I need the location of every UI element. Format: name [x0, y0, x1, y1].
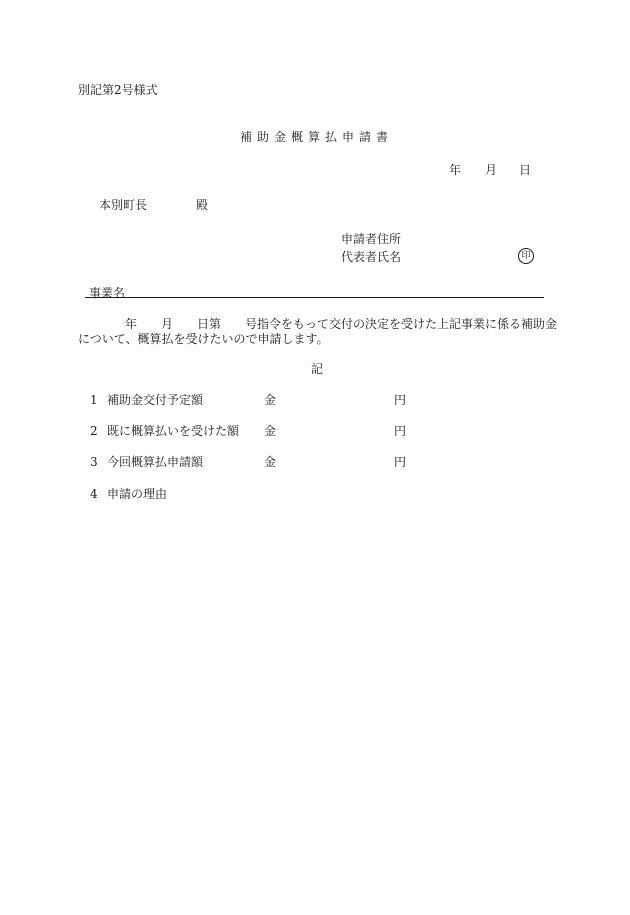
form-number: 別記第2号様式	[78, 83, 158, 97]
applicant-address-label: 申請者住所	[341, 232, 402, 246]
date-day-label: 日	[519, 163, 532, 177]
body-month: 月	[161, 317, 174, 331]
item-number: 3	[90, 455, 98, 469]
item-label: 申請の理由	[107, 487, 168, 501]
item-kin: 金	[264, 455, 277, 469]
date-year-label: 年	[449, 163, 462, 177]
body-text-line-1	[125, 318, 557, 330]
body-day: 日第	[197, 317, 222, 331]
item-label: 補助金交付予定額	[107, 393, 204, 407]
item-yen: 円	[394, 424, 407, 438]
addressee-name: 本別町長	[99, 198, 148, 212]
item-number: 4	[90, 487, 98, 501]
item-yen: 円	[394, 455, 407, 469]
project-name-label: 事業名	[89, 286, 126, 300]
body-text-line-2: について、概算払を受けたいので申請します。	[78, 332, 329, 346]
item-number: 2	[90, 424, 98, 438]
date-month-label: 月	[485, 163, 498, 177]
project-name-underline	[85, 297, 544, 298]
ki-heading: 記	[311, 362, 324, 376]
body-year: 年	[125, 317, 138, 331]
item-kin: 金	[264, 393, 277, 407]
document-title: 補助金概算払申請書	[240, 130, 394, 144]
item-yen: 円	[394, 393, 407, 407]
item-label: 既に概算払いを受けた額	[107, 424, 240, 438]
item-label: 今回概算払申請額	[107, 455, 204, 469]
addressee-honorific: 殿	[196, 198, 209, 212]
item-number: 1	[90, 393, 98, 407]
seal-mark-icon: 印	[518, 248, 534, 264]
representative-name-label: 代表者氏名	[341, 250, 402, 264]
body-rest: 号指令をもって交付の決定を受けた上記事業に係る補助金	[245, 317, 558, 331]
item-kin: 金	[264, 424, 277, 438]
